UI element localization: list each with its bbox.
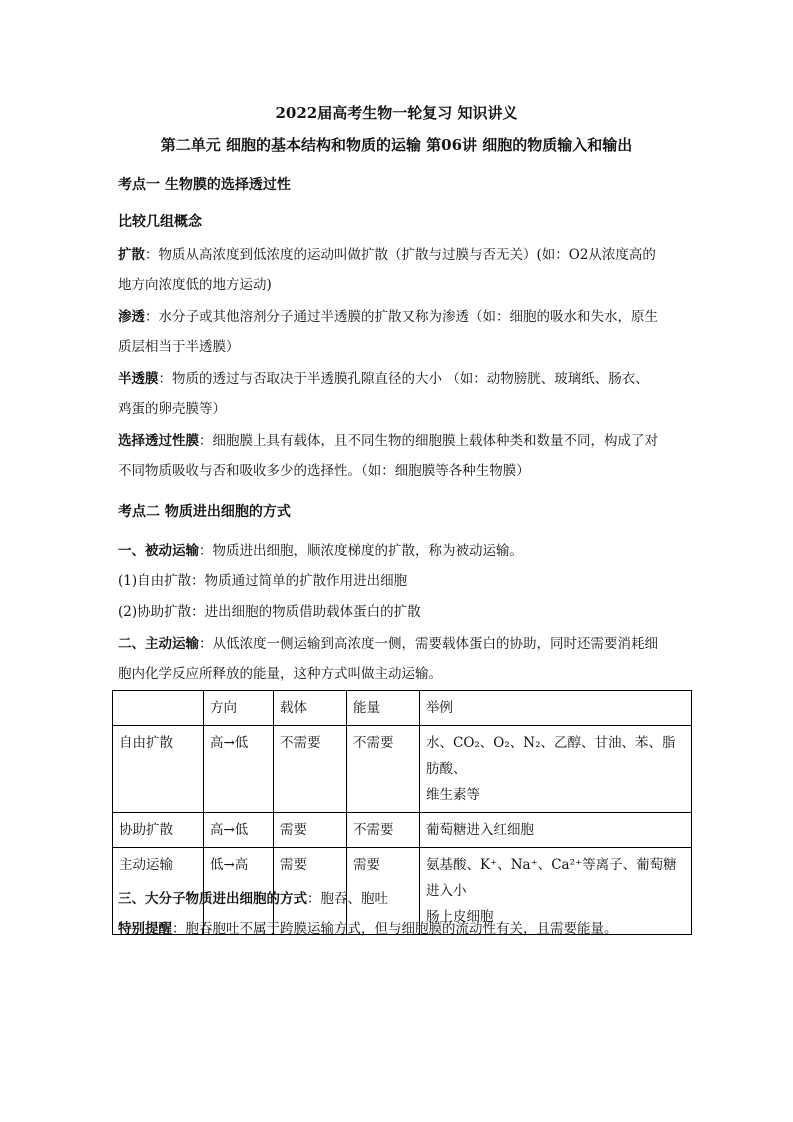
table-cell: 低→高 — [204, 848, 274, 935]
table-cell: 高→低 — [204, 726, 274, 813]
table-cell-example — [420, 726, 692, 813]
concept-term: 半透膜 — [118, 371, 159, 387]
concept-text: ：物质的透过与否取决于半透膜孔隙直径的大小 （如：动物膀胱、玻璃纸、肠衣、 — [158, 371, 649, 387]
concept-diffusion — [118, 240, 678, 300]
passive-text: ：物质进出细胞，顺浓度梯度的扩散，称为被动运输。 — [199, 543, 523, 559]
concept-semipermeable-membrane — [118, 364, 678, 424]
special-note — [118, 914, 678, 944]
example-text: 氨基酸、K⁺、Na⁺、Ca²⁺等离子、葡萄糖进入小 — [426, 857, 677, 899]
table-cell: 不需要 — [347, 813, 420, 848]
table-row — [113, 813, 692, 848]
section1-heading: 考点一 生物膜的选择透过性 — [118, 177, 291, 193]
macro-text: ：胞吞、胞吐 — [307, 891, 388, 907]
table-header-cell: 方向 — [204, 691, 274, 726]
table-cell: 自由扩散 — [113, 726, 204, 813]
concept-text-cont: 质层相当于半透膜） — [118, 339, 240, 355]
concept-text-cont: 鸡蛋的卵壳膜等） — [118, 401, 226, 417]
active-text-cont: 胞内化学反应所释放的能量，这种方式叫做主动运输。 — [118, 666, 442, 682]
table-cell: 需要 — [347, 848, 420, 935]
concept-text-cont: 不同物质吸收与否和吸收多少的选择性。（如：细胞膜等各种生物膜） — [118, 463, 530, 479]
table-cell: 需要 — [274, 813, 347, 848]
table-cell: 不需要 — [274, 726, 347, 813]
table-cell: 不需要 — [347, 726, 420, 813]
document-subtitle: 第二单元 细胞的基本结构和物质的运输 第06讲 细胞的物质输入和输出 — [160, 136, 633, 154]
table-cell: 需要 — [274, 848, 347, 935]
passive-label: 一、被动运输 — [118, 543, 199, 559]
note-text: ：胞吞胞吐不属于跨膜运输方式，但与细胞膜的流动性有关，且需要能量。 — [172, 921, 618, 937]
table-header-cell: 能量 — [347, 691, 420, 726]
table-cell: 主动运输 — [113, 848, 204, 935]
active-label: 二、主动运输 — [118, 636, 199, 652]
table-header-cell: 载体 — [274, 691, 347, 726]
document-title: 2022届高考生物一轮复习 知识讲义 — [275, 104, 518, 122]
macro-label: 三、大分子物质进出细胞的方式 — [118, 891, 307, 907]
note-label: 特别提醒 — [118, 921, 172, 937]
table-cell: 协助扩散 — [113, 813, 204, 848]
table-row — [113, 726, 692, 813]
active-transport — [118, 629, 678, 689]
section2-heading: 考点二 物质进出细胞的方式 — [118, 504, 291, 520]
example-text: 葡萄糖进入红细胞 — [426, 822, 534, 838]
concept-text: ：物质从高浓度到低浓度的运动叫做扩散（扩散与过膜与否无关）(如：O2从浓度高的 — [145, 247, 656, 263]
concept-text: ：细胞膜上具有载体，且不同生物的细胞膜上载体种类和数量不同，构成了对 — [199, 433, 658, 449]
concept-term: 扩散 — [118, 247, 145, 263]
concept-selective-membrane — [118, 426, 678, 486]
concept-term: 选择透过性膜 — [118, 433, 199, 449]
table-header-row — [113, 691, 692, 726]
passive-transport — [118, 536, 678, 566]
example-text-cont: 肠上皮细胞 — [426, 909, 494, 925]
concept-text: ：水分子或其他溶剂分子通过半透膜的扩散又称为渗透（如：细胞的吸水和失水，原生 — [145, 309, 658, 325]
free-diffusion-line: (1)自由扩散：物质通过简单的扩散作用进出细胞 — [118, 573, 408, 589]
active-text: ：从低浓度一侧运输到高浓度一侧，需要载体蛋白的协助，同时还需要消耗细 — [199, 636, 658, 652]
section1-subheading: 比较几组概念 — [118, 214, 202, 230]
concept-text-cont: 地方向浓度低的地方运动) — [118, 277, 272, 293]
table-header-cell — [113, 691, 204, 726]
example-text-cont: 维生素等 — [426, 787, 480, 803]
table-header-cell: 举例 — [420, 691, 692, 726]
concept-term: 渗透 — [118, 309, 145, 325]
facilitated-diffusion-line: (2)协助扩散：进出细胞的物质借助载体蛋白的扩散 — [118, 604, 421, 620]
macromolecule-transport — [118, 884, 678, 914]
table-cell: 高→低 — [204, 813, 274, 848]
table-cell-example — [420, 813, 692, 848]
example-text: 水、CO₂、O₂、N₂、乙醇、甘油、苯、脂肪酸、 — [426, 735, 676, 777]
concept-osmosis — [118, 302, 678, 362]
